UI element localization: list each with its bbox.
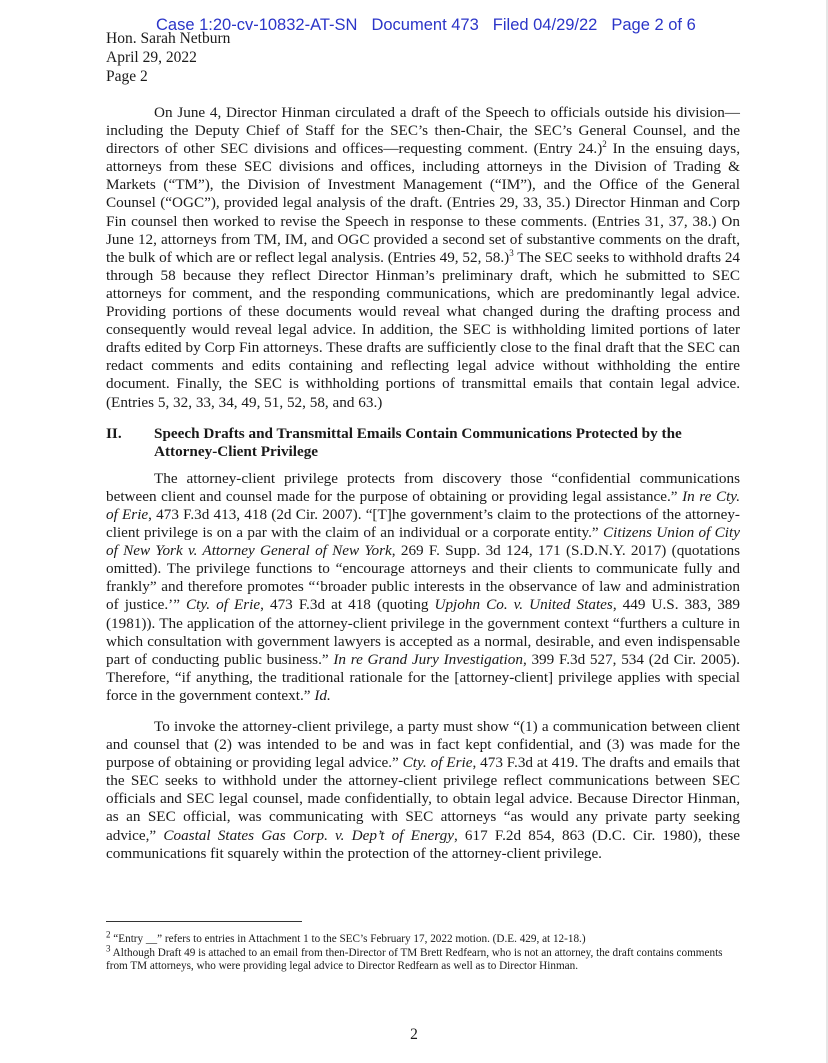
paragraph-1: On June 4, Director Hinman circulated a draft of the Speech to officials outside his division—including the Deputy Chief of Staff for the SEC’s then-Chair, the SEC’s General Counsel, and the directors of other SEC divisions and offices—requesting comment. (Entry 24.)$^2$ In the ensuing days, attorneys from these SEC divisions and offices, including attorneys in the Division of Trading & Markets (“TM”), the Division of Investment Management (“IM”), and the Office of the General Counsel (“OGC”), provided legal analysis of the draft. (Entries 29, 33, 35.) Director Hinman and Corp Fin counsel then worked to revise the Speech in response to these comments. (Entries 31, 37, 38.) On June 12, attorneys from TM, IM, and OGC provided a second set of substantive comments on the draft, the bulk of which are or reflect legal analysis. (Entries 49, 52, 58.)$^3$ The SEC seeks to withhold drafts 24 through 58 because they reflect Director Hinman’s preliminary draft, which he submitted to SEC attorneys for comment, and the responding communications, which are predominantly legal advice. Providing portions of these documents would reveal what changed during the drafting process and consequently would reveal legal advice. In addition, the SEC is withholding limited portions of later drafts edited by Corp Fin attorneys. These drafts are sufficiently close to the final draft that the SEC can redact comments and edits containing and reflecting legal advice without withholding the entire document. Finally, the SEC is withholding portions of transmittal emails that contain legal advice. (Entries 5, 32, 33, 34, 49, 51, 52, 58, and 63.) bbox=[106, 104, 741, 411]
ecf-filing-stamp bbox=[156, 16, 710, 35]
case-citation: Citizens Union of City of New York v. Attorney General of New York bbox=[106, 524, 740, 560]
footnote-divider bbox=[106, 921, 302, 922]
letterhead bbox=[106, 29, 230, 86]
paragraph-2: The attorney-client privilege protects from discovery those “confidential communications between client and counsel made for the purpose of obtaining or providing legal assistance.” In re Cty. of Erie, 473 F.3d 413, 418 (2d Cir. 2007). “[T]he government’s claim to the protections of the attorney-client privilege is on a par with the claim of an individual or a corporate entity.” Citizens Union of City of New York v. Attorney General of New York, 269 F. Supp. 3d 124, 171 (S.D.N.Y. 2017) (quotations omitted). The privilege functions to “encourage attorneys and their clients to communicate fully and frankly” and therefore promotes “‘broader public interests in the observance of law and administration of justice.’” Cty. of Erie, 473 F.3d at 418 (quoting Upjohn Co. v. United States, 449 U.S. 383, 389 (1981)). The application of the attorney-client privilege in the government context “furthers a culture in which consultation with government lawyers is accepted as a normal, desirable, and even indispensable part of conducting public business.” In re Grand Jury Investigation, 399 F.3d 527, 534 (2d Cir. 2005). Therefore, “if anything, the traditional rationale for the [attorney-client] privilege applies with special force in the government context.” Id. bbox=[106, 469, 741, 704]
letter-body bbox=[106, 104, 740, 876]
case-citation: Coastal States Gas Corp. v. Dep’t of Energy bbox=[163, 826, 454, 844]
document-number: Document 473 bbox=[371, 16, 479, 34]
footnote-3: $^3$ Although Draft 49 is attached to an email from then-Director of TM Brett Redfearn, who is not an attorney, the draft contains comments from TM attorneys, who were providing legal advice to Director Redfearn as well as to Director Hinman. bbox=[106, 942, 723, 973]
page-count: Page 2 of 6 bbox=[611, 16, 696, 34]
letter-date: April 29, 2022 bbox=[106, 49, 197, 66]
recipient: Hon. Sarah Netburn bbox=[106, 30, 231, 47]
section-heading bbox=[106, 425, 740, 461]
case-citation: Cty. of Erie bbox=[186, 596, 261, 614]
case-citation: Cty. of Erie bbox=[402, 754, 473, 772]
footnotes bbox=[106, 929, 740, 974]
footnote-ref-2: 2 bbox=[602, 139, 607, 150]
case-number: Case 1:20-cv-10832-AT-SN bbox=[156, 16, 358, 34]
footnote-ref-3: 3 bbox=[509, 247, 514, 258]
case-citation: In re Cty. of Erie bbox=[106, 487, 740, 523]
case-citation: Upjohn Co. v. United States bbox=[434, 596, 613, 614]
filed-date: Filed 04/29/22 bbox=[492, 16, 598, 34]
case-citation: In re Grand Jury Investigation bbox=[333, 650, 523, 668]
paragraph-3: To invoke the attorney-client privilege, a party must show “(1) a communication between client and counsel that (2) was intended to be and was in fact kept confidential, and (3) was made for the purpose of obtaining or providing legal advice.” Cty. of Erie, 473 F.3d at 419. The drafts and emails that the SEC seeks to withhold under the attorney-client privilege reflect communications between SEC officials and SEC legal counsel, made confidentially, to obtain legal advice. Because Director Hinman, as an SEC official, was communicating with SEC attorneys “as would any private party seeking advice,” Coastal States Gas Corp. v. Dep’t of Energy, 617 F.2d 854, 863 (D.C. Cir. 1980), these communications fit squarely within the protection of the attorney-client privilege. bbox=[106, 718, 741, 862]
section-number: II. bbox=[106, 424, 122, 442]
section-title: Speech Drafts and Transmittal Emails Contain Communications Protected by the Attorney-Client Privilege bbox=[154, 424, 682, 460]
page-label: Page 2 bbox=[106, 68, 148, 85]
footnote-2: $^2$ “Entry __” refers to entries in Attachment 1 to the SEC’s February 17, 2022 motion. (D.E. 429, at 12-18.) bbox=[106, 929, 586, 945]
page-number: 2 bbox=[410, 1026, 418, 1043]
case-citation: Id. bbox=[314, 686, 331, 704]
